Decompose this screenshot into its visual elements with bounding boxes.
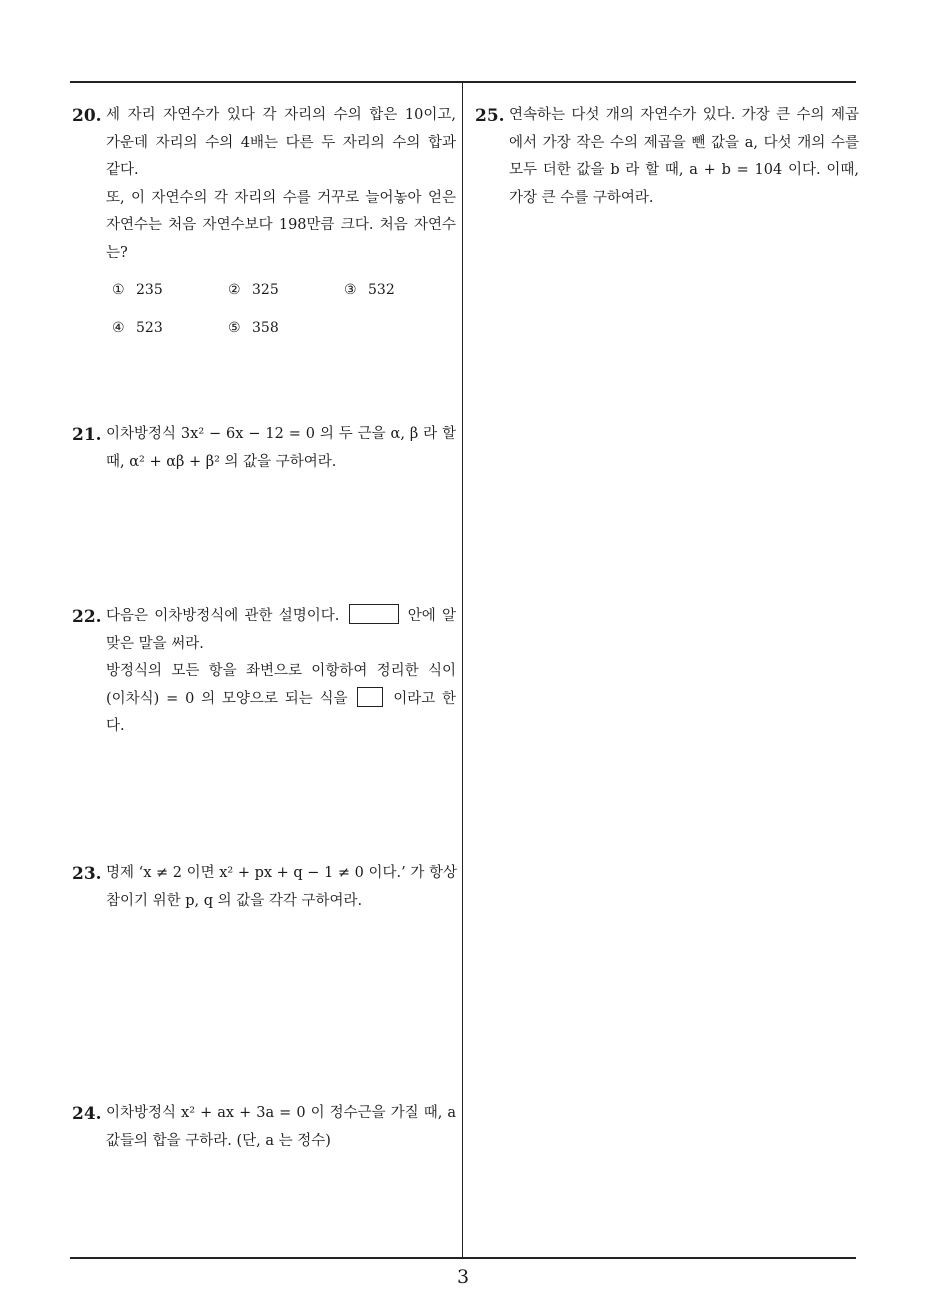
- problem-22: [72, 603, 462, 753]
- problem-line: 참이기 위한 p, q 의 값을 각각 구하여라.: [106, 892, 363, 909]
- header-rule: [70, 81, 856, 83]
- problem-line: 자연수는 처음 자연수보다 198만큼 크다. 처음 자연수: [106, 217, 456, 233]
- blank-box: [349, 604, 399, 624]
- problem-text: [106, 860, 456, 915]
- problem-text-fragment: 다음은 이차방정식에 관한 설명이다.: [106, 608, 340, 624]
- problem-text: [106, 102, 456, 267]
- problem-number: 21.: [72, 425, 102, 445]
- problem-line: [106, 603, 456, 631]
- problem-text-fragment: 안에 알: [407, 608, 457, 624]
- problem-line: 모두 더한 값을 b 라 할 때, a + b = 104 이다. 이때,: [509, 162, 859, 178]
- problem-line: 또, 이 자연수의 각 자리의 수를 거꾸로 늘어놓아 얻은: [106, 189, 456, 206]
- problem-25: [475, 102, 865, 222]
- problem-number: 23.: [72, 864, 102, 884]
- choice-4[interactable]: [112, 320, 163, 336]
- problem-23: [72, 860, 462, 930]
- column-divider: [462, 82, 463, 1258]
- choice-marker: ①: [112, 282, 125, 298]
- choice-value: 235: [136, 282, 163, 298]
- problem-line: 세 자리 자연수가 있다 각 자리의 수의 합은 10이고,: [106, 107, 456, 123]
- footer-rule: [70, 1257, 856, 1259]
- choice-value: 358: [252, 320, 279, 336]
- blank-box: [357, 687, 383, 707]
- choice-3[interactable]: [344, 282, 395, 298]
- choice-marker: ④: [112, 320, 125, 336]
- problem-line: 에서 가장 작은 수의 제곱을 뺀 값을 a, 다섯 개의 수를: [509, 134, 859, 151]
- problem-text: [509, 102, 859, 212]
- problem-text-fragment: (이차식) = 0 의 모양으로 되는 식을: [106, 690, 348, 707]
- problem-21: [72, 421, 462, 491]
- problem-line: 이차방정식 3x² − 6x − 12 = 0 의 두 근을 α, β 라 할: [106, 426, 456, 442]
- page-number: 3: [456, 1266, 470, 1288]
- problem-line: [106, 686, 456, 714]
- problem-20: [72, 102, 462, 402]
- choice-value: 325: [252, 282, 279, 298]
- problem-line: 다.: [106, 718, 125, 734]
- problem-line: 때, α² + αβ + β² 의 값을 구하여라.: [106, 453, 337, 470]
- problem-line: 값들의 합을 구하라. (단, a 는 정수): [106, 1132, 331, 1149]
- problem-line: 같다.: [106, 162, 139, 178]
- problem-line: 는?: [106, 244, 128, 261]
- problem-24: [72, 1100, 462, 1170]
- problem-line: 가장 큰 수를 구하여라.: [509, 189, 654, 206]
- problem-number: 24.: [72, 1104, 102, 1124]
- problem-number: 22.: [72, 607, 102, 627]
- problem-line: 명제 ‘x ≠ 2 이면 x² + px + q − 1 ≠ 0 이다.’ 가 항상: [106, 865, 457, 881]
- choice-1[interactable]: [112, 282, 163, 298]
- choice-marker: ②: [228, 282, 241, 298]
- choice-marker: ③: [344, 282, 357, 298]
- problem-line: 이차방정식 x² + ax + 3a = 0 이 정수근을 가질 때, a: [106, 1105, 456, 1121]
- problem-text: [106, 603, 456, 741]
- choice-2[interactable]: [228, 282, 279, 298]
- problem-number: 20.: [72, 106, 102, 126]
- problem-line: 맞은 말을 써라.: [106, 635, 204, 652]
- problem-text: [106, 1100, 456, 1155]
- problem-text: [106, 421, 456, 476]
- problem-line: 방정식의 모든 항을 좌변으로 이항하여 정리한 식이: [106, 663, 456, 679]
- problem-text-fragment: 이라고 한: [393, 690, 457, 707]
- choice-value: 532: [368, 282, 395, 298]
- problem-line: 연속하는 다섯 개의 자연수가 있다. 가장 큰 수의 제곱: [509, 107, 859, 123]
- problem-line: 가운데 자리의 수의 4배는 다른 두 자리의 수의 합과: [106, 134, 456, 151]
- choice-5[interactable]: [228, 320, 279, 336]
- choice-value: 523: [136, 320, 163, 336]
- problem-number: 25.: [475, 106, 505, 126]
- choice-marker: ⑤: [228, 320, 241, 336]
